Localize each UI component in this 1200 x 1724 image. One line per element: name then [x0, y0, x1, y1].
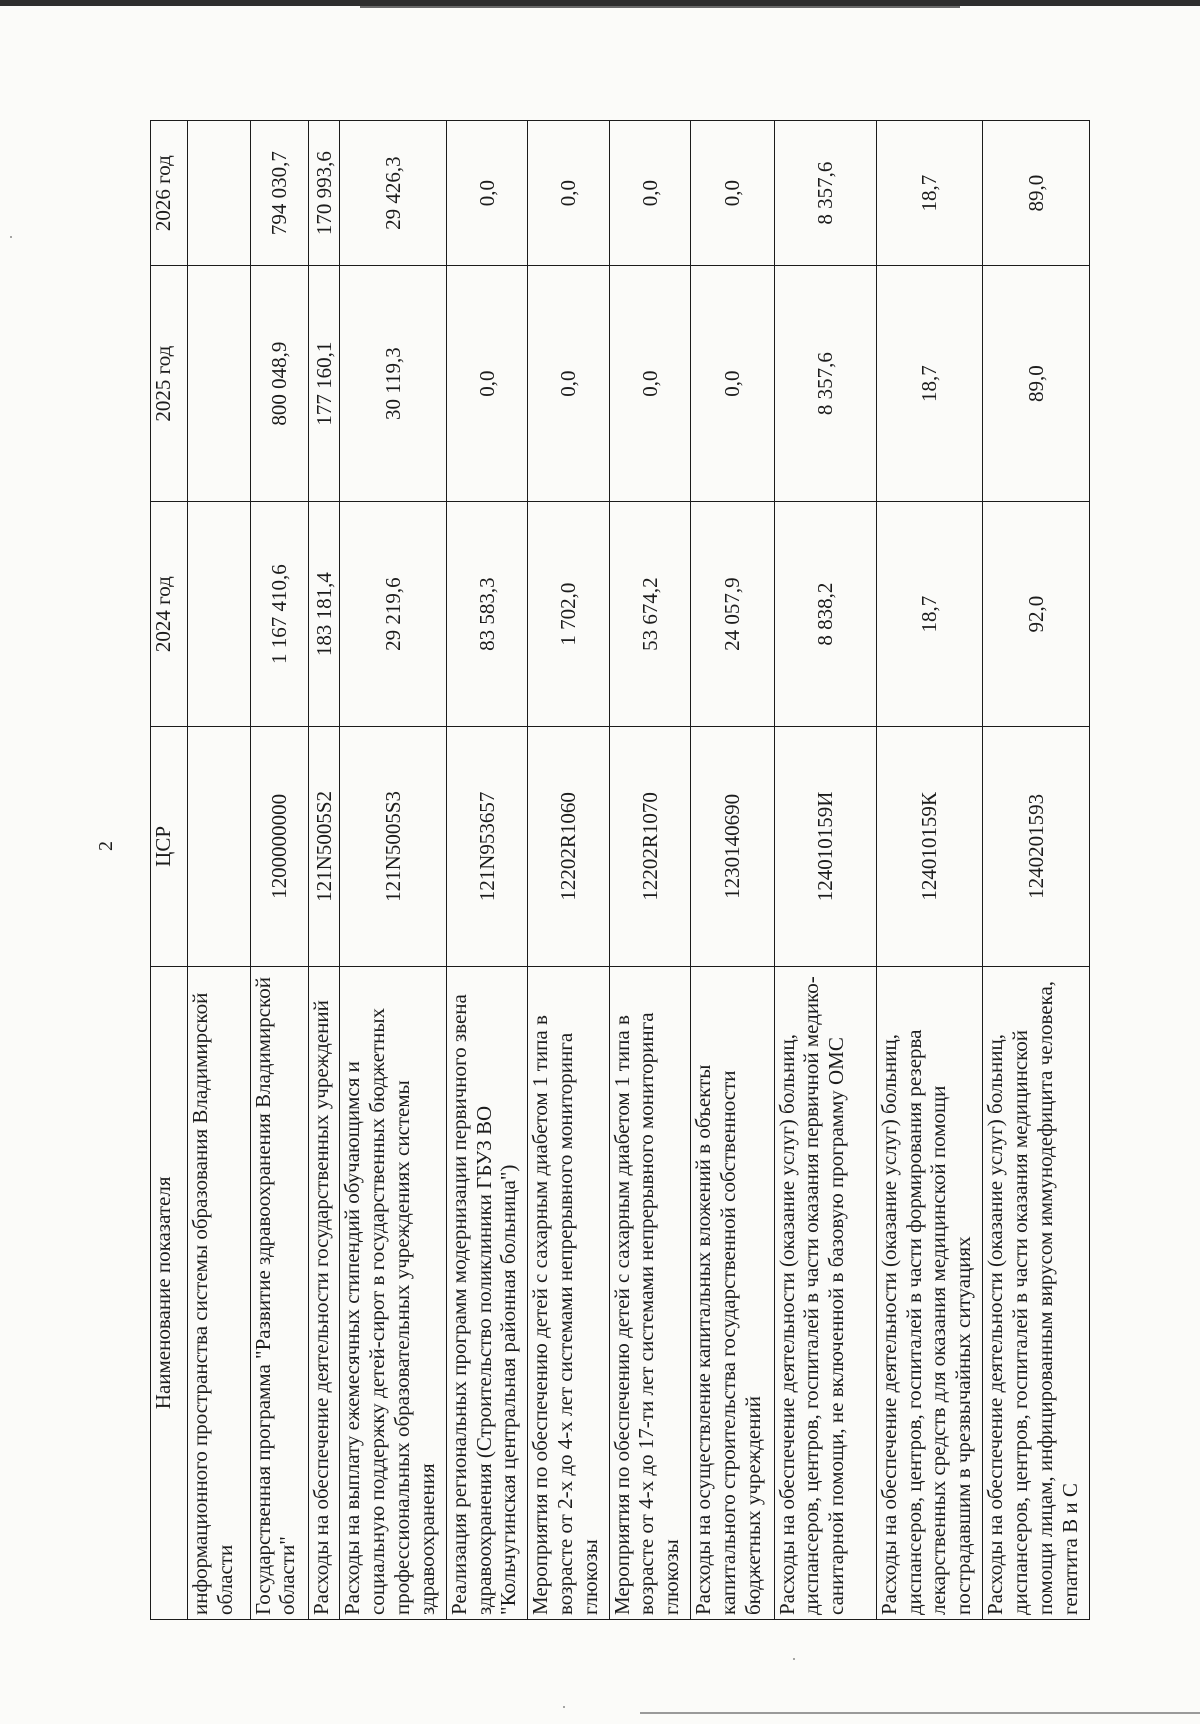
- table-row: [876, 121, 982, 1620]
- row-2025: 30 119,3: [340, 266, 446, 502]
- table-row: [188, 121, 251, 1620]
- row-2024: [188, 502, 251, 727]
- row-2024: 24 057,9: [691, 502, 775, 727]
- budget-table: [150, 120, 1090, 1620]
- table-row: [250, 121, 308, 1620]
- row-2025: 0,0: [609, 266, 690, 502]
- row-2026: 170 993,6: [309, 121, 340, 266]
- row-2025: 0,0: [446, 266, 527, 502]
- row-2026: 0,0: [446, 121, 527, 266]
- row-name: Расходы на обеспечение деятельности (оказание услуг) больниц, диспансеров, центров, госпиталей в части формирования резерва лекарственных средств для оказания медицинской помощи пострадавшим в чрезвычайных ситуациях: [876, 966, 982, 1619]
- row-2025: 800 048,9: [250, 266, 308, 502]
- rotated-table-container: [150, 120, 1090, 1620]
- row-2024: 8 838,2: [774, 502, 876, 727]
- row-code: 121N953657: [446, 727, 527, 967]
- row-2026: 89,0: [983, 121, 1090, 266]
- scan-speck: [563, 1706, 565, 1708]
- row-code: 121N5005S3: [340, 727, 446, 967]
- row-2026: 794 030,7: [250, 121, 308, 266]
- row-2026: 29 426,3: [340, 121, 446, 266]
- row-2026: 8 357,6: [774, 121, 876, 266]
- row-2024: 1 167 410,6: [250, 502, 308, 727]
- header-2024: 2024 год: [151, 502, 188, 727]
- table-row: [446, 121, 527, 1620]
- row-2026: 18,7: [876, 121, 982, 266]
- row-code: 1200000000: [250, 727, 308, 967]
- row-2025: 0,0: [691, 266, 775, 502]
- row-2024: 1 702,0: [528, 502, 609, 727]
- row-2025: 8 357,6: [774, 266, 876, 502]
- row-name: Государственная программа "Развитие здравоохранения Владимирской области": [250, 966, 308, 1619]
- table-row: [609, 121, 690, 1620]
- table-row: [340, 121, 446, 1620]
- row-name: Расходы на обеспечение деятельности (оказание услуг) больниц, диспансеров, центров, госпиталей в части оказания медицинской помощи лицам, инфицированным вирусом иммунодефицита человека, гепатита В и С: [983, 966, 1090, 1619]
- row-2026: 0,0: [609, 121, 690, 266]
- row-2026: 0,0: [691, 121, 775, 266]
- row-2025: 0,0: [528, 266, 609, 502]
- row-code: [188, 727, 251, 967]
- row-code: 121N5005S2: [309, 727, 340, 967]
- row-2024: 83 583,3: [446, 502, 527, 727]
- row-name: Расходы на обеспечение деятельности государственных учреждений: [309, 966, 340, 1619]
- row-2024: 92,0: [983, 502, 1090, 727]
- row-name: Расходы на обеспечение деятельности (оказание услуг) больниц, диспансеров, центров, госпиталей в части оказания первичной медико-санитарной помощи, не включенной в базовую программу ОМС: [774, 966, 876, 1619]
- row-2024: 29 219,6: [340, 502, 446, 727]
- row-code: 124010159К: [876, 727, 982, 967]
- row-2026: 0,0: [528, 121, 609, 266]
- scan-speck: [10, 236, 12, 238]
- header-2026: 2026 год: [151, 121, 188, 266]
- table-row: [774, 121, 876, 1620]
- table-header-row: [151, 121, 188, 1620]
- row-2024: 53 674,2: [609, 502, 690, 727]
- table-row: [983, 121, 1090, 1620]
- header-code: ЦСР: [151, 727, 188, 967]
- table-row: [309, 121, 340, 1620]
- row-2025: [188, 266, 251, 502]
- scan-speck: [793, 1658, 795, 1660]
- row-code: 1230140690: [691, 727, 775, 967]
- row-name: Мероприятия по обеспечению детей с сахарным диабетом 1 типа в возрасте от 2-х до 4-х лет системами непрерывного мониторинга глюкозы: [528, 966, 609, 1619]
- row-2024: 18,7: [876, 502, 982, 727]
- row-2025: 177 160,1: [309, 266, 340, 502]
- row-name: Мероприятия по обеспечению детей с сахарным диабетом 1 типа в возрасте от 4-х до 17-ти лет системами непрерывного мониторинга глюкозы: [609, 966, 690, 1619]
- table-row: [691, 121, 775, 1620]
- row-2025: 18,7: [876, 266, 982, 502]
- row-name: Реализация региональных программ модернизации первичного звена здравоохранения (Строительство поликлиники ГБУЗ ВО "Кольчугинская центральная районная больница"): [446, 966, 527, 1619]
- row-name: информационного пространства системы образования Владимирской области: [188, 966, 251, 1619]
- page-number: 2: [95, 841, 117, 851]
- row-name: Расходы на выплату ежемесячных стипендий обучающимся и социальную поддержку детей-сирот в государственных бюджетных профессиональных образовательных учреждениях системы здравоохранения: [340, 966, 446, 1619]
- table-row: [528, 121, 609, 1620]
- row-code: 124010159И: [774, 727, 876, 967]
- header-name: Наименование показателя: [151, 966, 188, 1619]
- row-code: 12202R1070: [609, 727, 690, 967]
- row-2026: [188, 121, 251, 266]
- scan-border-top-inner: [360, 6, 960, 8]
- row-code: 12202R1060: [528, 727, 609, 967]
- row-2024: 183 181,4: [309, 502, 340, 727]
- row-2025: 89,0: [983, 266, 1090, 502]
- scan-border-bottom: [640, 1712, 1200, 1714]
- row-name: Расходы на осуществление капитальных вложений в объекты капитального строительства государственной собственности бюджетных учреждений: [691, 966, 775, 1619]
- row-code: 1240201593: [983, 727, 1090, 967]
- header-2025: 2025 год: [151, 266, 188, 502]
